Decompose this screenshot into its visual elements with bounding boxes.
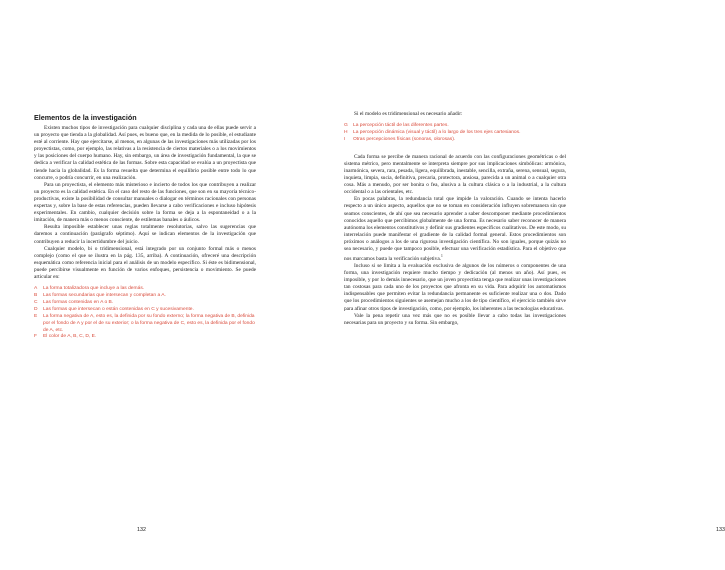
paragraph: Existen muchos tipos de investigación para cualquier disciplina y cada una de ellas puede servir a un proyecto que tienda a la globalidad. Así pues, es bueno que, en la medida de lo posible, el estudiante esté al corriente. Hay que ejercitarse, al menos, en algunas de las investigaciones más utilizadas por los proyectistas, como, por ejemplo, las relativas a la resistencia de ciertos materiales o a los movimientos y las posiciones del cuerpo humano. Hay, sin embargo, un área de investigación fundamental, la que se dedica a verificar la calidad estética de las formas. Sobre esta capacidad se evalúa a un proyectista que tiende hacia la globalidad. Es la forma resuelta que determina el equilibrio posible entre todo lo que concurre, o podría concurrir, en una realización. <box>34 125 256 181</box>
section-heading: Elementos de la investigación <box>34 113 137 122</box>
list-text: Las formas secundarias que intersecan y completan a A. <box>43 292 166 298</box>
page-number: 132 <box>137 527 146 533</box>
list-item <box>34 334 256 341</box>
list-key: C <box>34 299 38 305</box>
list-text: El color de A, B, C, D, E. <box>43 334 97 340</box>
paragraph: Resulta imposible establecer unas reglas totalmente resolutorias, salvo las sugerencias que daremos a continuación (parágrafo séptimo). Aquí se indican elementos de la investigación que contribuyen a reducir la incertidumbre del juicio. <box>34 224 256 245</box>
paragraph: Cada forma se percibe de manera racional de acuerdo con las configuraciones geométricas o del sistema métrico, pero mentalmente se interpreta siempre por sus implicaciones simbólicas: armónica, inarmónica, severa, rara, pesada, ligera, equilibrada, inestable, sencilla, extraña, serena, sensual, segura, inquieta, limpia, sucia, definitiva, precaria, protectora, ansiosa, parecida a un animal o a cualquier otra cosa. Más a menudo, por ser bonita o fea, alusiva a la cultura clásica o a la industrial, a la cultura occidental o a las orientales, etc. <box>344 153 566 196</box>
list-item <box>344 137 566 144</box>
paragraph-text: En pocas palabras, la redundancia total que impide la valoración. Cuando se intenta hacerlo respecto a un único aspecto, aquellos que no se toman en consideración influyen sobremanera sin que seamos conscientes, de ahí que sea necesario aprender a saber descomponer mediante procedimientos conocidos aquello que percibimos globalmente de una forma. Es necesario saber reconocer de manera autónoma los elementos constitutivos y definir sus gradientes específicos cualitativos. De este modo, su interrelación puede manifestar el gradiente de la calidad formal general. Estos procedimientos son próximos o análogos a los de una rigurosa investigación científica. No son iguales, porque quizás no sea necesario, y puede que tampoco posible, efectuar una verificación estadística. Para el objetivo que nos marcamos basta la verificación subjetiva. <box>344 196 566 262</box>
list-item <box>34 300 256 307</box>
list-key: B <box>34 292 38 298</box>
left-page <box>0 0 285 570</box>
form-elements-list <box>34 286 256 341</box>
list-item <box>34 286 256 293</box>
footnote-mark: 1 <box>441 254 443 259</box>
list-key: I <box>344 136 346 142</box>
list-key: A <box>34 286 38 292</box>
list-key: G <box>344 123 348 129</box>
list-item <box>34 314 256 335</box>
list-item <box>344 130 566 137</box>
list-text: La forma totalizadora que incluye a las demás. <box>43 286 145 292</box>
page-number: 133 <box>716 527 725 533</box>
list-key: F <box>34 334 37 340</box>
right-page <box>285 0 725 570</box>
intro-line: Si el modelo es tridimensional es necesario añadir: <box>354 111 463 117</box>
paragraph: Incluso si se limita a la evaluación exclusiva de algunos de los números o componentes de una forma, una investigación requiere mucho tiempo y dedicación (al menos un año). Así pues, es imposible, y por lo demás innecesario, que un joven proyectista tenga que realizar unas investigaciones tan costosas para cada uno de los proyectos que afronta en su vida. Para adquirir los automatismos indispensables que permiten evitar la redundancia permanente es suficiente realizar una o dos. Dado que los procedimientos siguientes se asemejan mucho a los de tipo científico, el ejercicio también sirve para afinar otros tipos de investigación, como, por ejemplo, los inherentes a las tecnologías educativas. <box>344 263 566 312</box>
list-key: H <box>344 130 348 135</box>
list-text: La percepción dinámica (visual y táctil) a lo largo de los tres ejes cartesianos. <box>353 130 521 135</box>
three-d-elements-list <box>344 123 566 144</box>
paragraph <box>344 196 566 263</box>
list-text: Otras percepciones físicas (sonoras, olorosas). <box>353 136 456 142</box>
list-text: La percepción táctil de las diferentes partes. <box>353 123 449 129</box>
paragraph: Cualquier modelo, bi o tridimensional, está integrado por un conjunto formal más o menos complejo (como el que se ilustra en la pág. 135, arriba). A continuación, ofreceré una descripción esquemática como referencia inicial para el análisis de un modelo específico. Si éste es bidimensional, puede percibirse visualmente en función de varios enfoques, persistencia o movimiento. Se puede articular en: <box>34 245 256 280</box>
list-item <box>34 293 256 300</box>
list-key: E <box>34 313 38 319</box>
list-text: La forma negativa de A, esto es, la definida por su fondo externo; la forma negativa de B, definida por el fondo de A y por el de su exterior; o la forma negativa de C, esto es, la definida por el fondo de A, etc. <box>43 313 255 333</box>
list-key: D <box>34 306 38 312</box>
paragraph: Vale la pena repetir una vez más que no es posible llevar a cabo todas las investigaciones necesarias para un proyecto y su forma. Sin embargo, <box>344 312 566 326</box>
right-column <box>344 111 566 327</box>
left-column <box>34 113 256 341</box>
paragraph: Para un proyectista, el elemento más misterioso e incierto de todos los que contribuyen a realizar un proyecto es la calidad estética. En el caso del resto de las funciones, que son en su mayoría técnico-productivas, existe la posibilidad de consultar manuales o dialogar en términos racionales con personas expertas y, sobre la base de estas referencias, pueden llevarse a cabo verificaciones e incluso hipótesis experimentales. En cambio, cualquier decisión sobre la forma se deja a la espontaneidad o a la imitación, de manera más o menos consciente, de estilemas banales o áulicos. <box>34 181 256 224</box>
list-item <box>344 123 566 130</box>
list-text: Las formas que intersecan o están contenidas en C y sucesivamente. <box>43 306 194 312</box>
list-text: Las formas contenidas en A o B. <box>43 299 114 305</box>
list-item <box>34 307 256 314</box>
